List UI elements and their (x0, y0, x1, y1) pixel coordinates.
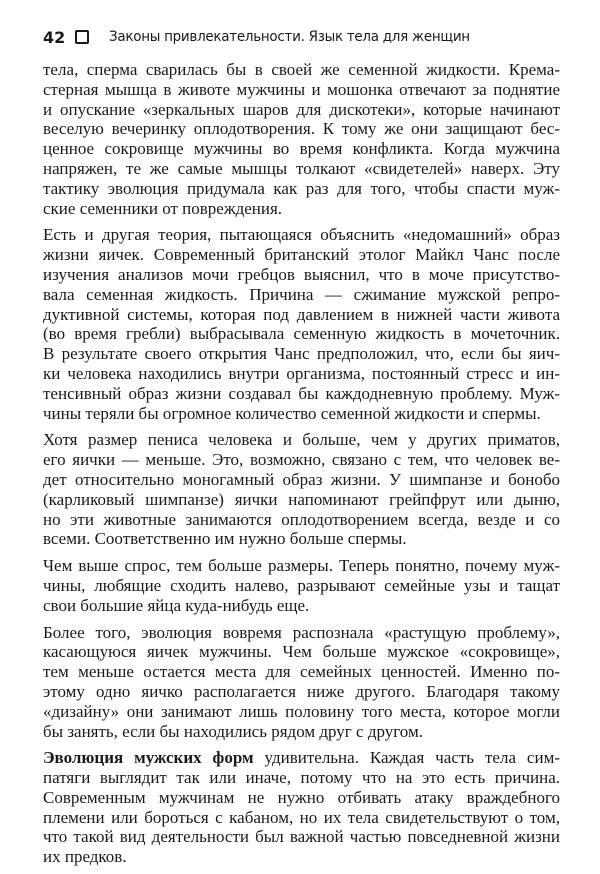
text-line: чины теряли бы огромное количество семенной жидкости и спермы. (43, 403, 541, 423)
text-line: и опускание «зеркальных шаров для дискотеки», которые начинают (43, 99, 560, 119)
text-line: что такой вид деятельности был важной частью повседневной жизни (43, 827, 560, 847)
text-line: но эти животные занимаются оплодотворением всегда, везде и со (43, 509, 560, 529)
text-line: В результате своего открытия Чанс предположил, что, если бы яич- (43, 344, 560, 364)
text-line: тела, сперма сварилась бы в своей же семенной жидкости. Крема- (43, 60, 560, 79)
paragraph-final (43, 748, 560, 867)
running-header (43, 26, 497, 48)
text-line: тенсивный образ жизни создавал бы каждодневную проблему. Муж- (43, 383, 560, 403)
text-line: Более того, эволюция вовремя распознала «растущую проблему», (43, 622, 560, 642)
text-line: вала семенная жидкость. Причина — сжимание мужской репро- (43, 284, 560, 304)
square-bullet-icon (75, 30, 89, 44)
paragraph (43, 623, 560, 742)
text-line: веселую вечеринку оплодотворения. К тому же они защищают бес- (43, 119, 560, 139)
text-line: касающуюся яичек мужчины. Чем больше мужское «сокровище», (43, 642, 560, 662)
running-title: Законы привлекательности. Язык тела для женщин (109, 29, 470, 45)
text-line: ценное сокровище мужчины во время конфликта. Когда мужчина (43, 139, 560, 159)
paragraph (43, 556, 560, 615)
text-line: их предков. (43, 847, 127, 867)
text-line: патяги выглядит так или иначе, потому что на это есть причина. (43, 768, 560, 788)
text-line: изучения анализов мочи гребцов выяснил, что в моче присутство- (43, 264, 560, 284)
text-line: стерная мышца в животе мужчины и мошонка отвечают за поднятие (43, 79, 560, 99)
body-text (43, 60, 560, 874)
text-line: Хотя размер пениса человека и больше, чем у других приматов, (43, 430, 560, 450)
text-line: Современным мужчинам не нужно отбивать атаку враждебного (43, 787, 560, 807)
text-line: тем меньше остается места для семейных ценностей. Именно по- (43, 662, 560, 682)
text-line: Есть и другая теория, пытающаяся объяснить «недомашний» образ (43, 225, 560, 245)
text-line: дуктивной системы, которая под давлением в нижней части живота (43, 304, 560, 324)
paragraph (43, 430, 560, 549)
text-line: дет относительно моногамный образ жизни. У шимпанзе и бонобо (43, 469, 560, 489)
text-line: (карликовый шимпанзе) яички напоминают грейпфрут или дыню, (43, 489, 560, 509)
bold-heading: Эволюция мужских форм (43, 748, 254, 768)
text-line: тактику эволюция придумала как раз для того, чтобы спасти муж- (43, 178, 560, 198)
text-line: жизни яичек. Современный британский этолог Майкл Чанс после (43, 245, 560, 265)
text-line: Чем выше спрос, тем больше размеры. Теперь понятно, почему муж- (43, 556, 560, 576)
text-line: всеми. Соответственно им нужно больше спермы. (43, 529, 407, 549)
paragraph (43, 225, 560, 423)
page-number: 42 (43, 27, 66, 47)
text-line: «дизайну» они занимают лишь половину того места, которое могли (43, 701, 560, 721)
text-line: бы занять, если бы находились рядом друг с другом. (43, 721, 423, 741)
text-line (43, 748, 560, 768)
text-line: этому одно яичко располагается ниже другого. Благодаря такому (43, 681, 560, 701)
text-line: чины, любящие сходить налево, разрывают семейные узы и тащат (43, 575, 560, 595)
text-line: свои большие яйца куда-нибудь еще. (43, 595, 310, 615)
text-run: удивительна. Каждая часть тела сим- (253, 748, 560, 768)
text-line: напряжен, те же самые мышцы толкают «свидетелей» наверх. Эту (43, 158, 560, 178)
text-line: его яички — меньше. Это, возможно, связано с тем, что человек ве- (43, 450, 560, 470)
paragraph (43, 60, 560, 218)
text-line: ские семенники от повреждения. (43, 198, 283, 218)
text-line: (во время гребли) выбрасывала семенную жидкость в мочеточник. (43, 324, 560, 344)
text-line: племени или бороться с кабаном, но их тела свидетельствуют о том, (43, 807, 560, 827)
text-line: ки человека находились внутри организма, постоянный стресс и ин- (43, 363, 560, 383)
